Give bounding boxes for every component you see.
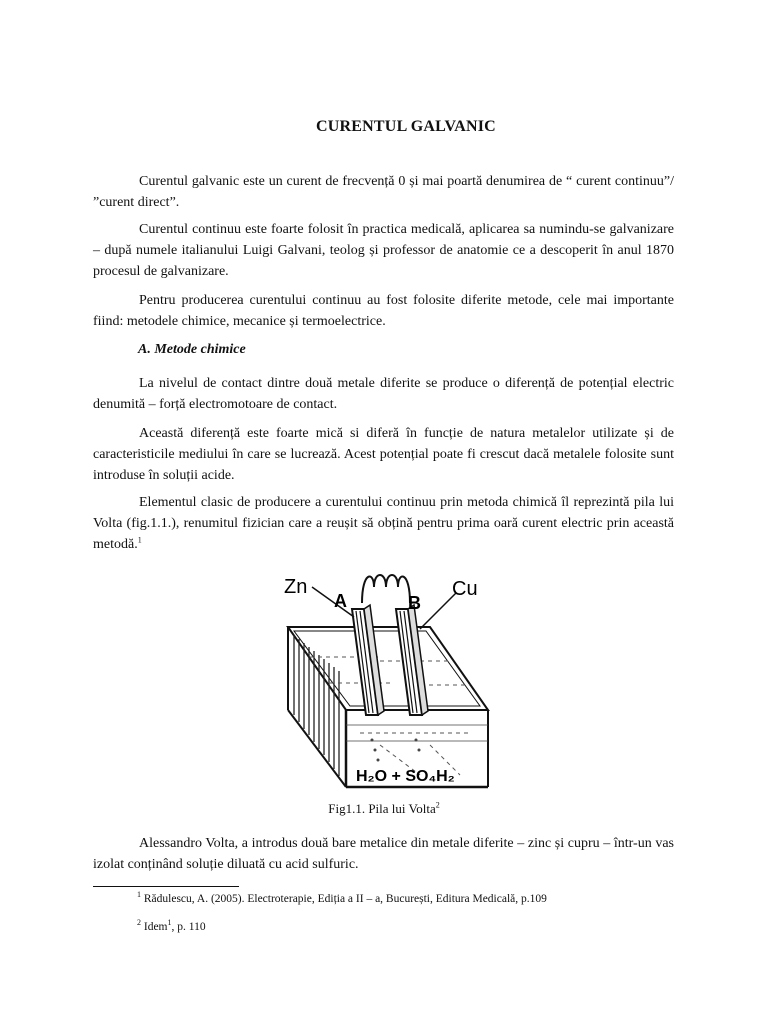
figure-caption-text: Fig1.1. Pila lui Volta [328,801,436,816]
footnote-separator [93,886,239,887]
paragraph-galvanizare: Curentul continuu este foarte folosit în practica medicală, aplicarea sa numindu-se galvanizare – după numele italianului Luigi Galvani, teolog și professor de anatomie ce a descoperit în anul 1870 procesul de galvanizare. [93,222,674,279]
plate-a-label: A [334,591,347,611]
paragraph-intro: Curentul galvanic este un curent de frecvență 0 și mai poartă denumirea de “ curent continuu”/ ”curent direct”. [93,174,674,210]
footnote-1-text: Rădulescu, A. (2005). Electroterapie, Ediția a II – a, București, Editura Medicală, p.109 [143,893,547,905]
section-heading: A. Metode chimice [138,342,246,357]
plate-b-label: B [408,593,421,613]
figure-caption [0,801,768,817]
paragraph-metode: Pentru producerea curentului continuu au fost folosite diferite metode, cele mai importante fiind: metodele chimice, mecanice și termoelectrice. [93,293,674,329]
formula-label: H₂O + SO₄H₂ [356,768,455,785]
paragraph-volta-text: Elementul clasic de producere a curentului continuu prin metoda chimică îl reprezintă pila lui Volta (fig.1.1.), renumitul fizician care a reușit să obțină pentru prima oară curent electric prin această metodă. [93,495,674,552]
footnote-2-text-before: Idem [143,921,168,933]
footnote-1 [137,890,547,905]
footnote-reference: 1 [137,535,142,545]
footnote-2-mark: 2 [137,918,141,928]
footnote-2 [137,918,206,933]
caption-footnote-reference: 2 [435,800,440,810]
document-title: CURENTUL GALVANIC [316,118,496,135]
zinc-label: Zn [284,576,308,598]
paragraph-volta [93,492,674,555]
volta-pile-illustration [270,565,500,790]
paragraph-contact: La nivelul de contact dintre două metale diferite se produce o diferență de potențial electric denumită – forță electromotoare de contact. [93,376,674,412]
footnote-2-inner-mark: 1 [167,918,172,928]
paragraph-diferenta: Această diferență este foarte mică si diferă în funcție de natura metalelor utilizate și de caracteristicile mediului în care se lucrează. Acest potențial poate fi crescut dacă metalele folosite sunt introduse în soluții acide. [93,426,674,483]
footnote-1-mark: 1 [137,890,141,900]
footnote-2-text-after: , p. 110 [171,921,206,933]
volta-pile-figure [270,565,500,790]
copper-label: Cu [452,578,478,600]
paragraph-alessandro: Alessandro Volta, a introdus două bare metalice din metale diferite – zinc și cupru – într-un vas izolat conținând soluție diluată cu acid sulfuric. [93,836,674,872]
